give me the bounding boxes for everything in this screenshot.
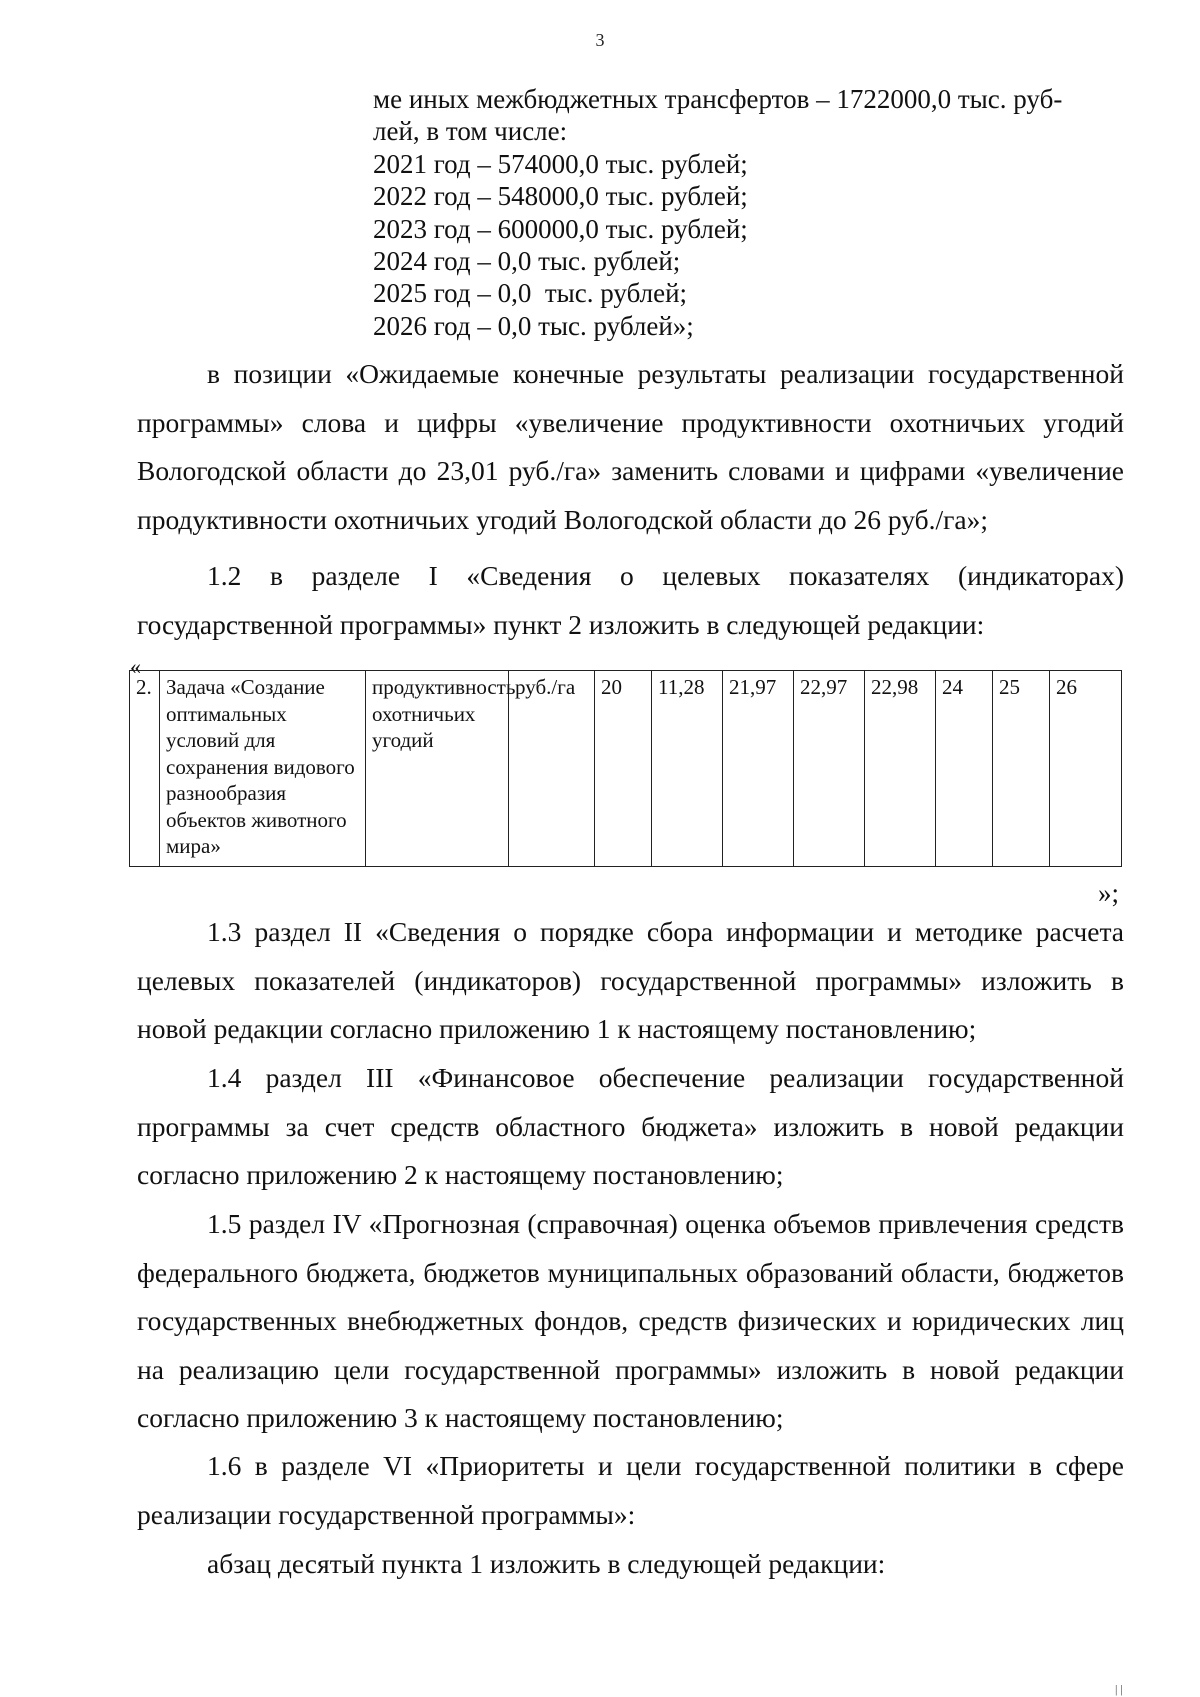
cell-task: Задача «Создание оптимальных условий для сохранения видового разнообразия объектов животного мира» [160, 671, 366, 867]
cell-value: 26 [1050, 671, 1122, 867]
budget-line-2026: 2026 год – 0,0 тыс. рублей»; [373, 310, 694, 341]
budget-line-2021: 2021 год – 574000,0 тыс. рублей; [373, 148, 748, 179]
budget-line-2025: 2025 год – 0,0 тыс. рублей; [373, 278, 688, 309]
cell-value: 22,97 [794, 671, 865, 867]
paragraph-text: абзац десятый пункта 1 изложить в следующей редакции: [207, 1548, 886, 1579]
paragraph-text: 1.6 в разделе VI «Приоритеты и цели государственной политики в сфере реализации государственной программы»: [137, 1450, 1124, 1530]
indicator-table [129, 670, 1122, 867]
paragraph-text: 1.2 в разделе I «Сведения о целевых показателях (индикаторах) государственной программы» пункт 2 изложить в следующей редакции: [137, 560, 1124, 640]
paragraph-text: 1.3 раздел II «Сведения о порядке сбора информации и методике расчета целевых показателей (индикаторов) государственной программы» изложить в новой редакции согласно приложению 1 к настоящему постановлению; [137, 916, 1124, 1044]
paragraph-1-2 [137, 552, 1124, 649]
budget-line-2022: 2022 год – 548000,0 тыс. рублей; [373, 181, 748, 212]
paragraph-1-3 [137, 908, 1124, 1054]
cell-unit: руб./га [509, 671, 595, 867]
cell-value: 21,97 [723, 671, 794, 867]
table-row [130, 671, 1122, 867]
cell-indicator: продуктивность охотничьих угодий [366, 671, 509, 867]
table-close-quote: »; [1098, 878, 1120, 908]
budget-line: ме иных межбюджетных трансфертов – 1722000,0 тыс. руб- [373, 84, 1063, 114]
cell-value: 24 [936, 671, 993, 867]
budget-line: лей, в том числе: [373, 116, 568, 147]
paragraph-1-6 [137, 1442, 1124, 1539]
paragraph-text: 1.4 раздел III «Финансовое обеспечение реализации государственной программы за счет средств областного бюджета» изложить в новой редакции согласно приложению 2 к настоящему постановлению; [137, 1062, 1124, 1190]
cell-value: 25 [993, 671, 1050, 867]
budget-continuation [373, 83, 1133, 342]
paragraph-abzac [137, 1540, 1124, 1589]
paragraph-1-5 [137, 1200, 1124, 1443]
cell-number: 2. [130, 671, 160, 867]
cell-value: 20 [595, 671, 652, 867]
paragraph-expected-results [137, 350, 1124, 544]
paragraph-text: в позиции «Ожидаемые конечные результаты реализации государственной программы» слова и цифры «увеличение продуктивности охотничьих угодий Вологодской области до 23,01 руб./га» заменить словами и цифрами «увеличение продуктивности охотничьих угодий Вологодской области до 26 руб./га»; [137, 358, 1124, 535]
page-edge-mark: | | [1115, 1682, 1123, 1696]
cell-value: 11,28 [652, 671, 723, 867]
page-number: 3 [595, 30, 605, 50]
budget-line-2024: 2024 год – 0,0 тыс. рублей; [373, 246, 681, 277]
cell-value: 22,98 [865, 671, 936, 867]
paragraph-1-4 [137, 1054, 1124, 1200]
paragraph-text: 1.5 раздел IV «Прогнозная (справочная) оценка объемов привлечения средств федерального бюджета, бюджетов муниципальных образований области, бюджетов государственных внебюджетных фондов, средств физических и юридических лиц на реализацию цели государственной программы» изложить в новой редакции согласно приложению 3 к настоящему постановлению; [137, 1208, 1124, 1433]
budget-line-2023: 2023 год – 600000,0 тыс. рублей; [373, 213, 748, 244]
table-open-quote: « [130, 654, 141, 679]
